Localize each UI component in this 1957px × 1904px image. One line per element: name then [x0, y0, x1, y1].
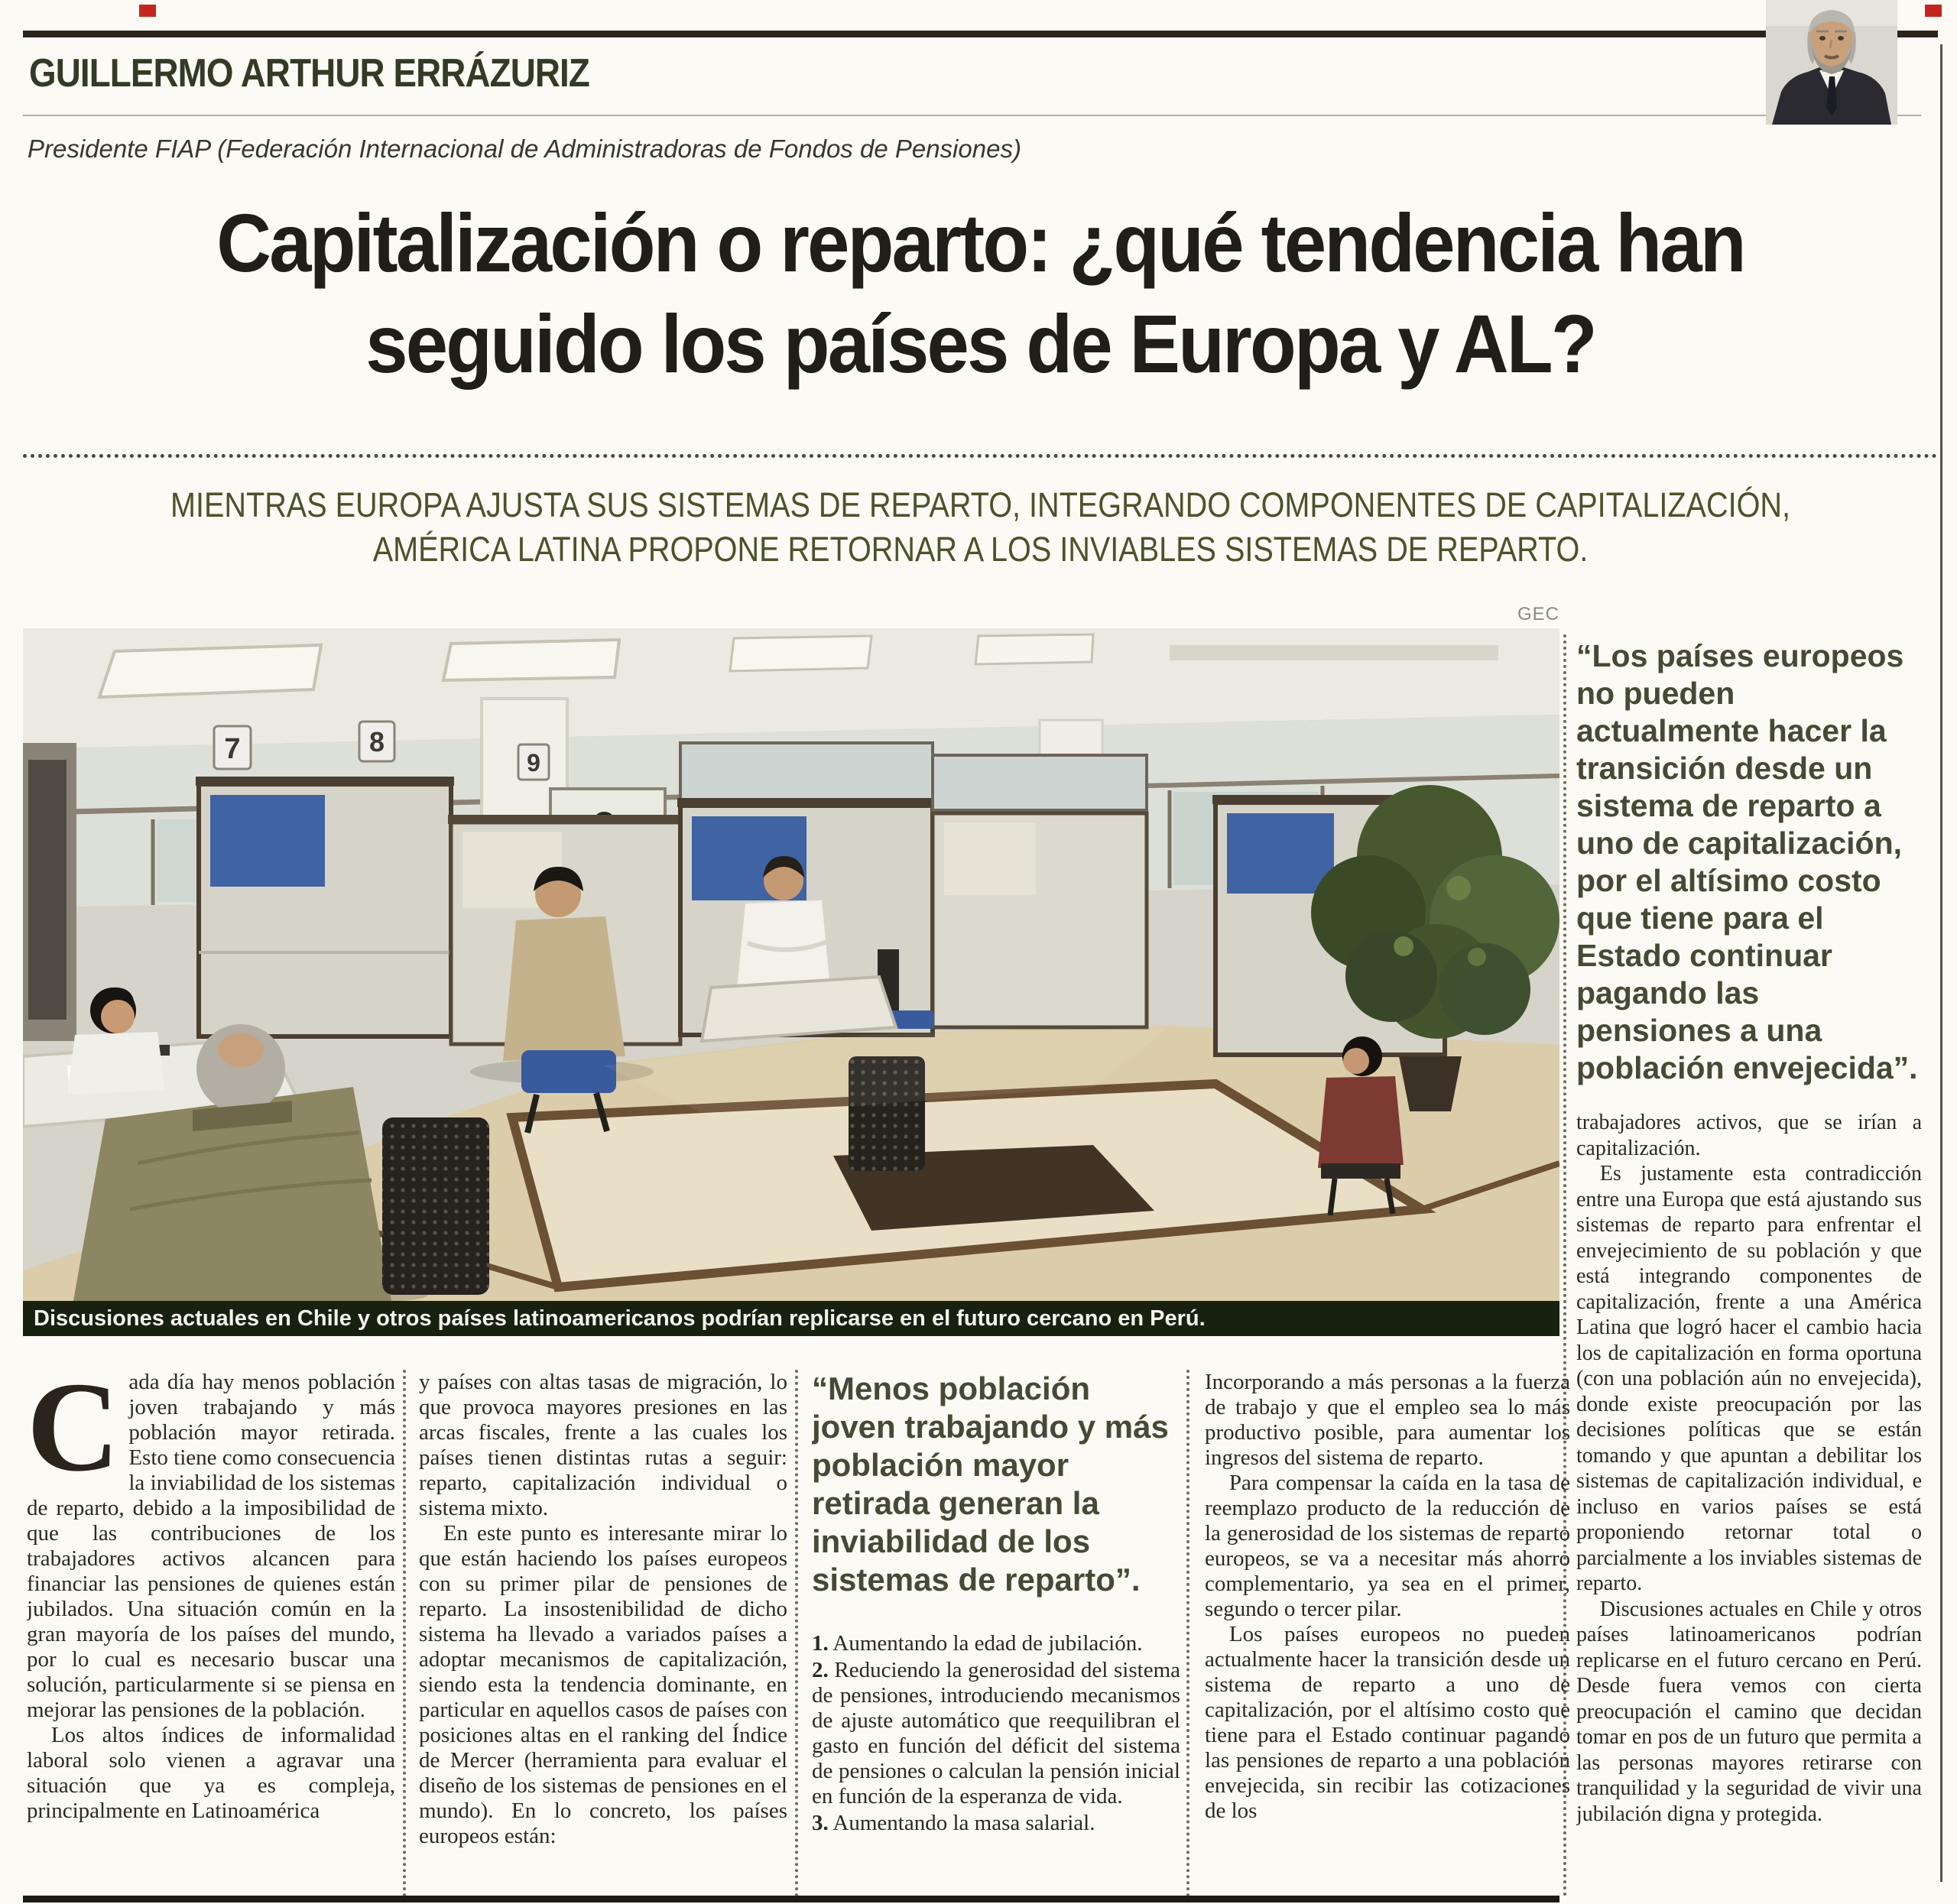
svg-text:9: 9 [527, 749, 540, 777]
paragraph: Cada día hay menos población joven trabajando y más población mayor retirada. Esto tiene como consecuencia la inviabilidad de los sistemas de reparto, debido a la imposibilidad de que las contribuciones de los trabajadores activos alcancen para financiar las pensiones de quienes están jubilados. Una situación común en la gran mayoría de los países del mundo, por lo cual es necesario buscar una solución, particularmente si se piensa en mejorar las pensiones de la población. [27, 1370, 395, 1722]
registration-mark-left [139, 5, 156, 17]
headline-line2: seguido los países de Europa y AL? [365, 297, 1595, 390]
article-column-4 [1205, 1370, 1570, 1897]
top-rule [23, 31, 1938, 37]
paragraph: En este punto es interesante mirar lo que están haciendo los países europeos con su primer pilar de pensiones de reparto. La insostenibilidad de dicho sistema ha llevado a variados países a adoptar mecanismos de capitalización, siendo esta la tendencia dominante, en particular en aquellos casos de países con posiciones altas en el ranking del Índice de Mercer (herramienta para evaluar el diseño de los sistemas de pensiones en el mundo). En lo concreto, los países europeos están: [419, 1521, 787, 1848]
paragraph: Los países europeos no pueden actualmente hacer la transición desde un sistema de reparto a uno de capitalización, por el altísimo costo que tiene para el Estado continuar pagando las pensiones de reparto a una población envejecida, sin recibir las cotizaciones de los [1205, 1622, 1570, 1823]
column-divider [403, 1370, 406, 1897]
inline-pull-quote: “Menos población joven trabajando y más población mayor retirada generan la inviabilidad de los sistemas de reparto”. [812, 1370, 1169, 1597]
list-item: 3. Aumentando la masa salarial. [812, 1811, 1095, 1835]
numbered-list [812, 1631, 1180, 1836]
author-photo [1766, 0, 1897, 125]
author-name: GUILLERMO ARTHUR ERRÁZURIZ [29, 51, 589, 96]
article-photo [23, 628, 1559, 1336]
sidebar-pull-quote: “Los países europeos no pueden actualmente hacer la transición desde un sistema de reparto a uno de capitalización, por el altísimo costo que tiene para el Estado continuar pagando las pensiones a una población envejecida”. [1576, 638, 1918, 1085]
desk-sign-8 [359, 722, 394, 761]
deck-line2: AMÉRICA LATINA PROPONE RETORNAR A LOS INVIABLES SISTEMAS DE REPARTO. [372, 530, 1589, 569]
column-divider [1186, 1370, 1189, 1897]
svg-text:7: 7 [224, 733, 241, 765]
article-column-3 [812, 1370, 1180, 1897]
article-column-1 [27, 1370, 395, 1897]
svg-text:8: 8 [368, 726, 385, 757]
photo-credit: GEC [1517, 604, 1559, 624]
headline [23, 193, 1938, 394]
registration-mark-right [1925, 5, 1942, 17]
paragraph: trabajadores activos, que se irían a capitalización. [1576, 1111, 1922, 1160]
paragraph: Los altos índices de informalidad laboral solo vienen a agravar una situación que ya es compleja, principalmente en Latinoamérica [27, 1723, 395, 1823]
dotted-rule [23, 454, 1938, 458]
office-photo-illustration [23, 628, 1559, 1301]
article-column-2 [419, 1370, 787, 1897]
right-edge-rule [1940, 44, 1942, 1882]
author-byline: Presidente FIAP (Federación Internacional de Administradoras de Fondos de Pensiones) [28, 135, 1021, 163]
paragraph: y países con altas tasas de migración, lo que provoca mayores presiones en las arcas fiscales, frente a las cuales los países tienen distintas rutas a seguir: reparto, capitalización individual o sistema mixto. [419, 1370, 787, 1520]
column-divider [795, 1370, 798, 1897]
deck-line1: MIENTRAS EUROPA AJUSTA SUS SISTEMAS DE REPARTO, INTEGRANDO COMPONENTES DE CAPITALIZACIÓN, [170, 485, 1790, 524]
desk-sign-9 [518, 744, 549, 780]
paragraph: Es justamente esta contradicción entre una Europa que está ajustando sus sistemas de reparto para enfrentar el envejecimiento de su población y que está integrando componentes de capitalización, frente a una América Latina que logró hacer el cambio hacia los de capitalización en forma oportuna (con una población aún no envejecida), donde existe preocupación por las decisiones políticas que se están tomando y que apuntan a debilitar los sistemas de capitalización individual, e incluso en varios países se está proponiendo retornar total o parcialmente a los inviables sistemas de reparto. [1576, 1162, 1922, 1595]
photo-caption: Discusiones actuales en Chile y otros países latinoamericanos podrían replicarse en el futuro cercano en Perú. [23, 1301, 1559, 1336]
paragraph: Incorporando a más personas a la fuerza de trabajo y que el empleo sea lo más productivo posible, para aumentar los ingresos del sistema de reparto. [1205, 1370, 1570, 1470]
bottom-rule [23, 1896, 1559, 1902]
article-column-5 [1576, 1110, 1922, 1897]
thin-rule [23, 115, 1921, 116]
list-item: 1. Aumentando la edad de jubilación. [812, 1631, 1143, 1656]
drop-cap: C [27, 1370, 120, 1498]
paragraph: Discusiones actuales en Chile y otros países latinoamericanos podrían replicarse en el futuro cercano en Perú. Desde fuera vemos con cierta preocupación el camino que decidan tomar en pos de un futuro que permita a las personas mayores retirarse con tranquilidad y la seguridad de vivir una jubilación digna y protegida. [1576, 1597, 1922, 1826]
headline-line1: Capitalización o reparto: ¿qué tendencia han [216, 196, 1744, 289]
author-portrait-illustration [1766, 0, 1897, 125]
desk-sign-7 [214, 726, 251, 769]
paragraph: Para compensar la caída en la tasa de reemplazo producto de la reducción de la generosidad de los sistemas de reparto europeos, se va a necesitar más ahorro complementario, ya sea en el primer, segundo o tercer pilar. [1205, 1471, 1570, 1621]
list-item: 2. Reduciendo la generosidad del sistema de pensiones, introduciendo mecanismos de ajuste automático que reequilibran el gasto en función del déficit del sistema de pensiones o calculan la pensión inicial en función de la esperanza de vida. [812, 1658, 1180, 1808]
deck [23, 483, 1938, 572]
